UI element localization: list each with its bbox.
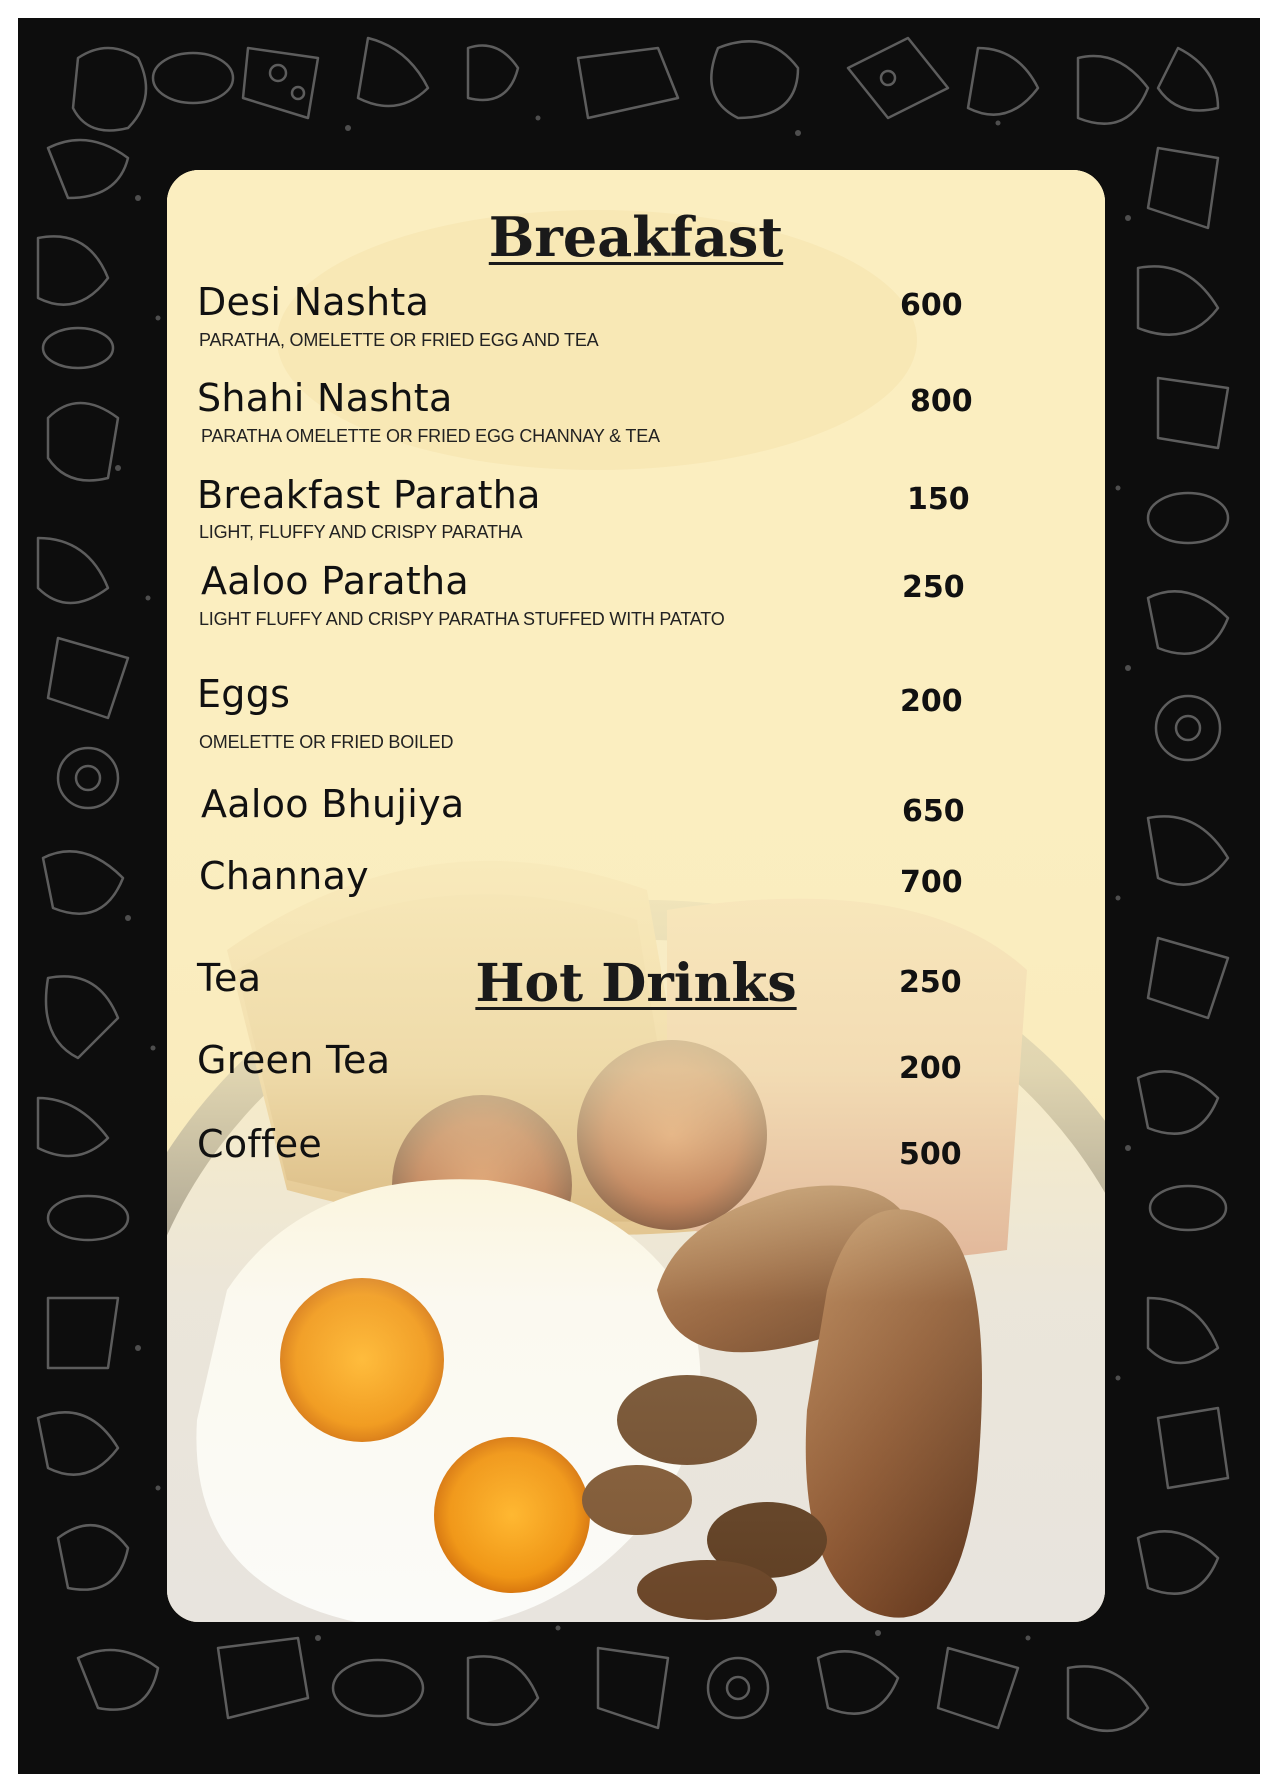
item-desc-breakfast-paratha: LIGHT, FLUFFY AND CRISPY PARATHA <box>199 522 523 542</box>
item-desc-desi-nashta: PARATHA, OMELETTE OR FRIED EGG AND TEA <box>199 330 599 350</box>
item-desc-aaloo-paratha: LIGHT FLUFFY AND CRISPY PARATHA STUFFED WITH PATATO <box>199 609 725 629</box>
item-name-coffee: Coffee <box>197 1122 323 1166</box>
item-desc-eggs: OMELETTE OR FRIED BOILED <box>199 732 454 752</box>
item-price-coffee: 500 <box>899 1137 962 1172</box>
item-name-breakfast-paratha: Breakfast Paratha <box>197 473 541 517</box>
item-name-eggs: Eggs <box>197 672 291 716</box>
item-name-channay: Channay <box>199 854 369 898</box>
item-price-shahi-nashta: 800 <box>910 384 973 419</box>
item-price-aaloo-bhujiya: 650 <box>902 794 965 829</box>
item-name-aaloo-bhujiya: Aaloo Bhujiya <box>201 782 465 826</box>
item-price-channay: 700 <box>900 865 963 900</box>
item-name-green-tea: Green Tea <box>197 1038 391 1082</box>
item-name-tea: Tea <box>197 956 262 1000</box>
item-name-shahi-nashta: Shahi Nashta <box>197 376 453 420</box>
item-price-tea: 250 <box>899 965 962 1000</box>
item-name-aaloo-paratha: Aaloo Paratha <box>201 559 469 603</box>
section-title-hot-drinks: Hot Drinks <box>475 953 797 1014</box>
item-price-breakfast-paratha: 150 <box>907 482 970 517</box>
item-price-aaloo-paratha: 250 <box>902 570 965 605</box>
item-price-desi-nashta: 600 <box>900 288 963 323</box>
item-desc-shahi-nashta: PARATHA OMELETTE OR FRIED EGG CHANNAY & TEA <box>201 426 660 446</box>
item-price-eggs: 200 <box>900 684 963 719</box>
menu-card <box>167 170 1105 1622</box>
item-price-green-tea: 200 <box>899 1051 962 1086</box>
menu-frame <box>18 18 1260 1774</box>
item-name-desi-nashta: Desi Nashta <box>197 280 430 324</box>
section-title-breakfast: Breakfast <box>488 205 784 269</box>
